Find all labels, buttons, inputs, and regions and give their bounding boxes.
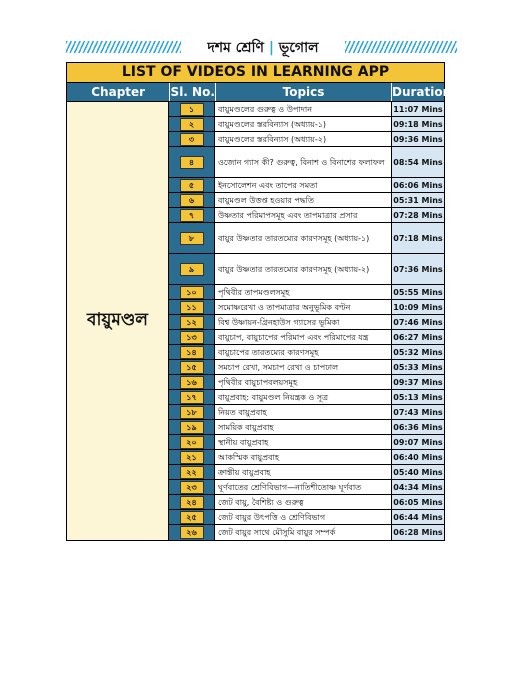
sl-no-badge: ১৪ [180,346,204,359]
table-title: LIST OF VIDEOS IN LEARNING APP [66,62,445,82]
sl-no-cell [169,390,215,404]
page-header [0,38,511,62]
sl-no-cell [169,223,215,253]
sl-no-badge: ২৪ [180,496,204,509]
table-row [169,405,444,420]
duration-cell: 04:34 Mins [392,480,444,494]
table-row [169,223,444,254]
topic-cell: ওজোন গ্যাস কী? গুরুত্ব, বিনাশ ও বিনাশের ফলাফল [215,147,392,177]
sl-no-badge: ৪ [180,156,204,169]
column-header-sl-no: Sl. No. [170,85,215,99]
table-row [169,132,444,147]
duration-cell: 11:07 Mins [392,102,444,116]
sl-no-badge: ২০ [180,436,204,449]
sl-no-cell [169,132,215,146]
duration-cell: 05:31 Mins [392,193,444,207]
topic-cell: ইনসোলেশন এবং তাপের সমতা [215,178,392,192]
topic-cell: স্থানীয় বায়ুপ্রবাহ [215,435,392,449]
sl-no-badge: ২১ [180,451,204,464]
duration-cell: 07:28 Mins [392,208,444,222]
duration-cell: 05:33 Mins [392,360,444,374]
table-row [169,147,444,178]
duration-cell: 06:44 Mins [392,510,444,524]
topic-cell: সমচাপ রেখা, সমচাপ রেখা ও চাপঢাল [215,360,392,374]
subject-label: ভূগোল [278,40,319,56]
table-row [169,345,444,360]
sl-no-badge: ১৭ [180,391,204,404]
sl-no-cell [169,193,215,207]
sl-no-badge: ২৩ [180,481,204,494]
page-title [181,38,345,58]
topic-cell: বায়ুমণ্ডলের গুরুত্ব ও উপাদান [215,102,392,116]
topic-cell: ক্রান্তীয় বায়ুপ্রবাহ [215,465,392,479]
duration-cell: 09:07 Mins [392,435,444,449]
sl-no-cell [169,450,215,464]
sl-no-cell [169,525,215,540]
duration-cell: 10:09 Mins [392,300,444,314]
sl-no-cell [169,495,215,509]
table-row [169,420,444,435]
sl-no-badge: ৬ [180,194,204,207]
duration-cell: 09:36 Mins [392,132,444,146]
duration-cell: 06:27 Mins [392,330,444,344]
sl-no-cell [169,254,215,284]
duration-cell: 06:36 Mins [392,420,444,434]
column-header-duration: Duration [391,85,452,99]
table-header [66,82,452,102]
sl-no-badge: ১১ [180,301,204,314]
header-stripes-left [66,41,181,53]
topic-cell: সাময়িক বায়ুপ্রবাহ [215,420,392,434]
sl-no-cell [169,178,215,192]
table-row [169,390,444,405]
topic-cell: পৃথিবীর বায়ুচাপবলয়সমূহ [215,375,392,389]
sl-no-cell [169,420,215,434]
sl-no-cell [169,315,215,329]
sl-no-cell [169,345,215,359]
sl-no-badge: ২ [180,118,204,131]
sl-no-badge: ৩ [180,133,204,146]
table-row [169,495,444,510]
topic-cell: বায়ুচাপের তারতম্যের কারণসমূহ [215,345,392,359]
topic-cell: উষ্ণতার পরিমাপসমূহ এবং তাপমাত্রার প্রসার [215,208,392,222]
sl-no-badge: ১২ [180,316,204,329]
duration-cell: 05:13 Mins [392,390,444,404]
sl-no-cell [169,465,215,479]
sl-no-badge: ২৫ [180,511,204,524]
duration-cell: 07:43 Mins [392,405,444,419]
table-row [169,178,444,193]
table-body [66,102,445,541]
duration-cell: 06:06 Mins [392,178,444,192]
sl-no-badge: ৭ [180,209,204,222]
topic-cell: জেট বায়ুর উৎপত্তি ও শ্রেণিবিভাগ [215,510,392,524]
table-row [169,525,444,540]
sl-no-badge: ২৬ [180,526,204,539]
duration-cell: 06:40 Mins [392,450,444,464]
sl-no-badge: ১ [180,103,204,116]
chapter-name: বায়ুমণ্ডল [67,102,169,540]
duration-cell: 07:36 Mins [392,254,444,284]
topic-cell: বায়ুমণ্ডল উত্তপ্ত হওয়ার পদ্ধতি [215,193,392,207]
column-header-chapter: Chapter [67,83,170,101]
table-row [169,375,444,390]
duration-cell: 06:28 Mins [392,525,444,540]
topic-cell: বায়ুমণ্ডলের স্তরবিন্যাস (অধ্যায়-২) [215,132,392,146]
sl-no-badge: ১৫ [180,361,204,374]
sl-no-badge: ১৩ [180,331,204,344]
topic-cell: বিশ্ব উষ্ণায়ন-গ্রিনহাউস গ্যাসের ভূমিকা [215,315,392,329]
sl-no-badge: ১৮ [180,406,204,419]
topic-cell: আকস্মিক বায়ুপ্রবাহ [215,450,392,464]
topic-cell: ঘূর্ণবাতের শ্রেণিবিভাগ—নাতিশীতোষ্ণ ঘূর্ণবাত [215,480,392,494]
table-row [169,480,444,495]
topic-cell: বায়ুর উষ্ণতার তারতম্যের কারণসমূহ (অধ্যায়-২) [215,254,392,284]
topic-cell: বায়ুচাপ, বায়ুচাপের পরিমাপ এবং পরিমাপের যন্ত্র [215,330,392,344]
sl-no-cell [169,117,215,131]
duration-cell: 05:55 Mins [392,285,444,299]
table-row [169,315,444,330]
header-stripes-right [345,41,457,53]
duration-cell: 07:18 Mins [392,223,444,253]
sl-no-badge: ৫ [180,179,204,192]
table-row [169,465,444,480]
topic-cell: বায়ুমণ্ডলের স্তরবিন্যাস (অধ্যায়-১) [215,117,392,131]
table-row [169,330,444,345]
class-label: দশম শ্রেণি [207,40,264,56]
sl-no-cell [169,285,215,299]
sl-no-cell [169,147,215,177]
sl-no-cell [169,510,215,524]
sl-no-cell [169,405,215,419]
topic-cell: জেট বায়ু, বৈশিষ্ট্য ও গুরুত্ব [215,495,392,509]
topic-cell: বায়ুপ্রবাহ: বায়ুমণ্ডল নিয়ন্ত্রক ও সূত্র [215,390,392,404]
duration-cell: 09:18 Mins [392,117,444,131]
table-row [169,285,444,300]
sl-no-badge: ১৯ [180,421,204,434]
sl-no-cell [169,208,215,222]
table-rows [169,102,444,540]
duration-cell: 08:54 Mins [392,147,444,177]
table-row [169,450,444,465]
topic-cell: বায়ুর উষ্ণতার তারতম্যের কারণসমূহ (অধ্যায়-১) [215,223,392,253]
column-header-topics: Topics [216,83,392,101]
sl-no-cell [169,480,215,494]
duration-cell: 09:37 Mins [392,375,444,389]
duration-cell: 05:40 Mins [392,465,444,479]
table-row [169,102,444,117]
topic-cell: সমোষ্ণরেখা ও তাপমাত্রার অনুভূমিক বণ্টন [215,300,392,314]
table-row [169,117,444,132]
duration-cell: 07:46 Mins [392,315,444,329]
sl-no-cell [169,375,215,389]
sl-no-cell [169,102,215,116]
table-row [169,254,444,285]
topic-cell: জেট বায়ুর সাথে মৌসুমি বায়ুর সম্পর্ক [215,525,392,540]
topic-cell: পৃথিবীর তাপমণ্ডলসমূহ [215,285,392,299]
sl-no-badge: ২২ [180,466,204,479]
title-separator: | [268,40,274,56]
sl-no-badge: ৯ [180,263,204,276]
duration-cell: 06:05 Mins [392,495,444,509]
video-list-table [66,62,452,541]
table-row [169,435,444,450]
sl-no-cell [169,360,215,374]
table-row [169,300,444,315]
sl-no-badge: ১০ [180,286,204,299]
sl-no-badge: ১৬ [180,376,204,389]
table-row [169,510,444,525]
table-row [169,193,444,208]
sl-no-cell [169,330,215,344]
table-row [169,360,444,375]
table-row [169,208,444,223]
sl-no-cell [169,300,215,314]
duration-cell: 05:32 Mins [392,345,444,359]
topic-cell: নিয়ত বায়ুপ্রবাহ [215,405,392,419]
sl-no-badge: ৮ [180,232,204,245]
sl-no-cell [169,435,215,449]
